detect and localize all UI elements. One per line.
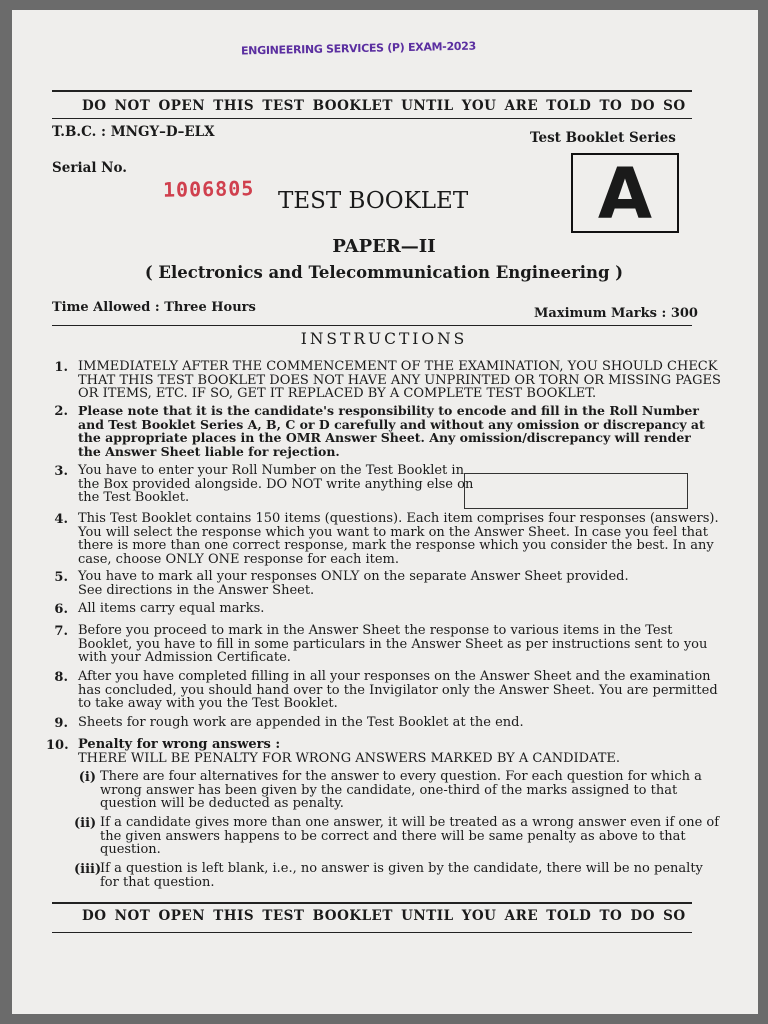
instruction-line: the Test Booklet.: [78, 490, 190, 505]
instruction-line: IMMEDIATELY AFTER THE COMMENCEMENT OF THE EXAMINATION, YOU SHOULD CHECK: [78, 359, 718, 374]
instruction-line: Please note that it is the candidate's responsibility to encode and fill in the Roll Number: [78, 403, 699, 418]
instruction-line: THAT THIS TEST BOOKLET DOES NOT HAVE ANY UNPRINTED OR TORN OR MISSING PAGES: [78, 372, 721, 388]
bottom-rule-upper: [52, 902, 692, 904]
instruction-8: [78, 670, 718, 711]
penalty-line: If a question is left blank, i.e., no answer is given by the candidate, there will be no penalty: [100, 861, 703, 876]
instruction-line: THERE WILL BE PENALTY FOR WRONG ANSWERS MARKED BY A CANDIDATE.: [78, 750, 621, 766]
instruction-3: [78, 464, 473, 505]
instruction-line: Booklet, you have to fill in some particulars in the Answer Sheet as per instructions sent to you: [78, 636, 708, 652]
instruction-line: All items carry equal marks.: [78, 601, 265, 616]
instruction-number: 1.: [54, 360, 68, 375]
instruction-number: 6.: [54, 602, 68, 617]
instruction-2: [78, 404, 705, 458]
paper-title: PAPER—II: [332, 236, 436, 257]
series-label: Test Booklet Series: [530, 130, 676, 146]
penalty-line: for that question.: [100, 874, 215, 890]
subject-title: ( Electronics and Telecommunication Engineering ): [144, 263, 624, 282]
instruction-4: [78, 512, 719, 566]
penalty-line: question will be deducted as penalty.: [100, 796, 344, 811]
instruction-line: This Test Booklet contains 150 items (questions). Each item comprises four responses (answers).: [78, 511, 719, 526]
penalty-line: If a candidate gives more than one answer, it will be treated as a wrong answer even if one of: [100, 815, 720, 830]
time-allowed: Time Allowed : Three Hours: [52, 300, 256, 315]
instruction-line: case, choose ONLY ONE response for each item.: [78, 551, 400, 567]
instruction-10: [78, 738, 620, 765]
penalty-number: (ii): [74, 816, 97, 831]
penalty-iii: [100, 862, 703, 889]
instruction-line: See directions in the Answer Sheet.: [78, 582, 315, 598]
penalty-line: the given answers happens to be correct and there will be same penalty as above to that: [100, 828, 686, 844]
booklet-title: TEST BOOKLET: [278, 188, 469, 214]
instruction-line: You have to mark all your responses ONLY on the separate Answer Sheet provided.: [78, 569, 629, 584]
instruction-line: to take away with you the Test Booklet.: [78, 696, 338, 711]
instruction-line: has concluded, you should hand over to the Invigilator only the Answer Sheet. You are permitted: [78, 682, 718, 698]
maximum-marks: Maximum Marks : 300: [534, 306, 698, 321]
instruction-number: 4.: [54, 512, 68, 527]
instruction-number: 8.: [54, 670, 68, 685]
instruction-line: the appropriate places in the OMR Answer Sheet. Any omission/discrepancy will render: [78, 430, 691, 445]
instruction-5: [78, 570, 629, 597]
bottom-rule-lower: [52, 932, 692, 933]
instruction-6: [78, 602, 264, 616]
top-banner: DO NOT OPEN THIS TEST BOOKLET UNTIL YOU ARE TOLD TO DO SO: [82, 98, 686, 114]
instruction-line: Before you proceed to mark in the Answer Sheet the response to various items in the Test: [78, 623, 673, 638]
instruction-number: 10.: [46, 738, 69, 753]
serial-number: 1006805: [162, 176, 255, 202]
instruction-number: 2.: [54, 404, 68, 419]
instruction-line: the Answer Sheet liable for rejection.: [78, 443, 340, 459]
instruction-line: Sheets for rough work are appended in the Test Booklet at the end.: [78, 715, 524, 730]
instruction-line: You will select the response which you want to mark on the Answer Sheet. In case you feel that: [78, 524, 709, 540]
instruction-number: 7.: [54, 624, 68, 639]
series-box: [571, 153, 679, 233]
instruction-line: there is more than one correct response, mark the response which you consider the best. In any: [78, 538, 714, 553]
instruction-7: [78, 624, 707, 665]
instruction-line: OR ITEMS, ETC. IF SO, GET IT REPLACED BY A COMPLETE TEST BOOKLET.: [78, 386, 597, 401]
penalty-i: [100, 770, 702, 811]
instruction-number: 5.: [54, 570, 68, 585]
tbc-code: T.B.C. : MNGY–D–ELX: [52, 124, 215, 140]
instruction-9: [78, 716, 524, 730]
penalty-number: (i): [78, 770, 96, 785]
instruction-number: 9.: [54, 716, 68, 731]
penalty-number: (iii): [74, 862, 102, 877]
bottom-banner: DO NOT OPEN THIS TEST BOOKLET UNTIL YOU ARE TOLD TO DO SO: [82, 908, 686, 924]
serial-label: Serial No.: [52, 160, 127, 176]
instruction-line: and Test Booklet Series A, B, C or D carefully and without any omission or discrepancy at: [78, 416, 705, 432]
instruction-number: 3.: [54, 464, 68, 479]
exam-stamp: ENGINEERING SERVICES (P) EXAM-2023: [240, 39, 477, 58]
series-letter: A: [597, 153, 653, 235]
instruction-line: After you have completed filling in all your responses on the Answer Sheet and the examination: [78, 669, 711, 684]
penalty-heading: Penalty for wrong answers :: [78, 737, 281, 752]
roll-number-box[interactable]: [464, 473, 688, 509]
penalty-line: question.: [100, 842, 161, 857]
top-rule: [52, 90, 692, 92]
penalty-ii: [100, 816, 719, 857]
instruction-1: [78, 360, 721, 401]
header-rule: [52, 325, 692, 326]
banner-underline: [52, 118, 692, 119]
penalty-line: wrong answer has been given by the candidate, one-third of the marks assigned to that: [100, 782, 678, 798]
penalty-line: There are four alternatives for the answer to every question. For each question for which a: [100, 769, 702, 784]
instruction-line: the Box provided alongside. DO NOT write anything else on: [78, 476, 474, 492]
instruction-line: with your Admission Certificate.: [78, 650, 291, 665]
instructions-heading: INSTRUCTIONS: [300, 330, 468, 348]
instruction-line: You have to enter your Roll Number on the Test Booklet in: [78, 463, 464, 478]
